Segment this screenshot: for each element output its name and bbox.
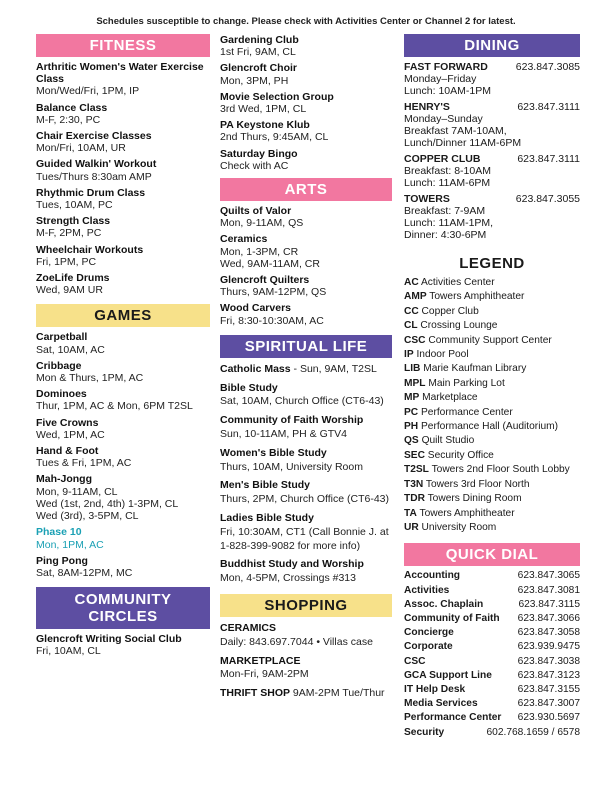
games-item-title-row bbox=[36, 445, 210, 457]
club-item bbox=[220, 91, 392, 115]
quick-dial-item bbox=[404, 598, 580, 612]
legend-code: SEC bbox=[404, 449, 425, 461]
quick-dial-name: GCA Support Line bbox=[404, 669, 492, 681]
fitness-item-detail: Wed, 9AM UR bbox=[36, 284, 103, 297]
arts-item bbox=[220, 274, 392, 298]
quick-dial-name: Security bbox=[404, 726, 445, 738]
quick-dial-name: IT Help Desk bbox=[404, 683, 466, 695]
quick-dial-item bbox=[404, 726, 580, 740]
legend-code: MP bbox=[404, 392, 420, 404]
club-item-detail: Mon, 3PM, PH bbox=[220, 74, 289, 87]
spiritual-item-title-row bbox=[220, 558, 392, 572]
dining-item-hours: Monday–Sunday bbox=[404, 113, 483, 125]
dining-item-header bbox=[404, 153, 580, 165]
arts-item-title-row bbox=[220, 205, 392, 217]
shopping-item-detail: Daily: 843.697.7044 • Villas case bbox=[220, 635, 373, 648]
legend-item bbox=[404, 449, 580, 463]
fitness-item-detail: Mon/Wed/Fri, 1PM, IP bbox=[36, 85, 140, 98]
quick-dial-item bbox=[404, 683, 580, 697]
spiritual-item bbox=[220, 479, 392, 507]
quick-dial-list bbox=[404, 569, 580, 739]
spiritual-item-title-row bbox=[220, 479, 392, 493]
games-item-detail: Sat, 8AM-12PM, MC bbox=[36, 566, 133, 579]
spiritual-item-detail: Fri, 10:30AM, CT1 (Call Bonnie J. at bbox=[220, 525, 389, 538]
legend-desc: Copper Club bbox=[418, 305, 479, 317]
quick-dial-name: Accounting bbox=[404, 570, 461, 582]
games-item-detail: Mon & Thurs, 1PM, AC bbox=[36, 372, 144, 385]
games-item-title-row bbox=[36, 555, 210, 567]
dining-item-hours: Breakfast 7AM-10AM, bbox=[404, 125, 507, 137]
fitness-item bbox=[36, 61, 210, 98]
legend-desc: Towers Amphitheater bbox=[426, 291, 525, 303]
dining-item-header bbox=[404, 61, 580, 73]
legend-item bbox=[404, 406, 580, 420]
community-list bbox=[36, 633, 210, 657]
quick-dial-item bbox=[404, 612, 580, 626]
legend-desc: Performance Center bbox=[418, 406, 513, 418]
dining-item-hours: Lunch: 11AM-1PM, bbox=[404, 217, 494, 229]
fitness-item bbox=[36, 187, 210, 211]
dining-item-phone: 623.847.3111 bbox=[517, 153, 580, 165]
dining-item-name: FAST FORWARD bbox=[404, 61, 488, 73]
legend-list bbox=[404, 276, 580, 535]
dining-item bbox=[404, 153, 580, 189]
shopping-list bbox=[220, 622, 392, 701]
shopping-item-title: MARKETPLACE bbox=[220, 654, 301, 667]
arts-item bbox=[220, 302, 392, 326]
quick-dial-name: Community of Faith bbox=[404, 612, 500, 624]
quick-dial-phone: 623.847.3066 bbox=[517, 612, 580, 624]
quick-dial-name: Assoc. Chaplain bbox=[404, 598, 484, 610]
community-header-line1: COMMUNITY bbox=[74, 591, 172, 609]
spiritual-item bbox=[220, 447, 392, 475]
quick-dial-phone: 623.939.9475 bbox=[517, 641, 580, 653]
spiritual-item-detail: Mon, 4-5PM, Crossings #313 bbox=[220, 572, 356, 585]
quick-dial-name: Concierge bbox=[404, 627, 454, 639]
legend-code: T3N bbox=[404, 478, 424, 490]
quick-dial-item bbox=[404, 697, 580, 711]
legend-item bbox=[404, 362, 580, 376]
dining-item-header bbox=[404, 193, 580, 205]
legend-code: TDR bbox=[404, 493, 425, 505]
quick-dial-phone: 623.847.3115 bbox=[518, 598, 580, 610]
club-item-title: Movie Selection Group bbox=[220, 90, 334, 103]
spiritual-item-title-row bbox=[220, 447, 392, 461]
games-item-detail: Mon, 9-11AM, CL bbox=[36, 485, 118, 498]
spiritual-item-title: Women's Bible Study bbox=[220, 446, 327, 459]
club-item-detail: 2nd Thurs, 9:45AM, CL bbox=[220, 131, 329, 144]
spiritual-item bbox=[220, 558, 392, 586]
club-item-detail: Check with AC bbox=[220, 159, 289, 172]
spiritual-item-detail: Sun, 10-11AM, PH & GTV4 bbox=[220, 428, 348, 441]
fitness-item-title: Balance Class bbox=[36, 101, 108, 114]
legend-item bbox=[404, 319, 580, 333]
quick-dial-phone: 623.847.3065 bbox=[517, 570, 580, 582]
legend-desc: Crossing Lounge bbox=[417, 320, 498, 332]
dining-item-phone: 623.847.3111 bbox=[517, 101, 580, 113]
games-item-title: Dominoes bbox=[36, 388, 87, 401]
club-item-detail: 1st Fri, 9AM, CL bbox=[220, 46, 296, 59]
legend-item bbox=[404, 276, 580, 290]
arts-list bbox=[220, 205, 392, 327]
fitness-item-detail: Fri, 1PM, PC bbox=[36, 255, 97, 268]
arts-item-title: Wood Carvers bbox=[220, 302, 291, 315]
games-item bbox=[36, 360, 210, 384]
fitness-item-title: Rhythmic Drum Class bbox=[36, 186, 146, 199]
legend-code: UR bbox=[404, 521, 419, 533]
shopping-item-inline: 9AM-2PM Tue/Thur bbox=[290, 687, 385, 700]
arts-item-title: Ceramics bbox=[220, 233, 268, 246]
legend-desc: Marketplace bbox=[419, 392, 478, 404]
games-item-title-row bbox=[36, 473, 210, 485]
games-item-detail: Wed, 1PM, AC bbox=[36, 428, 105, 441]
quick-dial-header: QUICK DIAL bbox=[404, 543, 580, 566]
spiritual-item bbox=[220, 382, 392, 410]
club-item bbox=[220, 34, 392, 58]
arts-item-detail: Fri, 8:30-10:30AM, AC bbox=[220, 314, 324, 327]
quick-dial-name: Performance Center bbox=[404, 712, 502, 724]
spiritual-item-title-row bbox=[220, 414, 392, 428]
fitness-item bbox=[36, 102, 210, 126]
games-item-detail: Wed (1st, 2nd, 4th) 1-3PM, CL bbox=[36, 497, 179, 510]
legend-item bbox=[404, 348, 580, 362]
legend-code: AMP bbox=[404, 291, 427, 303]
legend-code: CL bbox=[404, 320, 418, 332]
fitness-list bbox=[36, 61, 210, 296]
spiritual-item-detail: Thurs, 10AM, University Room bbox=[220, 460, 363, 473]
fitness-item bbox=[36, 244, 210, 268]
games-item bbox=[36, 555, 210, 579]
games-item-title-row bbox=[36, 360, 210, 372]
arts-item-detail: Thurs, 9AM-12PM, QS bbox=[220, 286, 327, 299]
spiritual-item-detail: Thurs, 2PM, Church Office (CT6-43) bbox=[220, 493, 390, 506]
community-header-line2: CIRCLES bbox=[88, 608, 158, 626]
legend-item bbox=[404, 290, 580, 304]
column-left bbox=[36, 34, 210, 658]
spiritual-item bbox=[220, 414, 392, 442]
quick-dial-phone: 623.930.5697 bbox=[517, 712, 580, 724]
quick-dial-name: Activities bbox=[404, 584, 450, 596]
shopping-header: SHOPPING bbox=[220, 594, 392, 617]
quick-dial-phone: 623.847.3123 bbox=[517, 669, 580, 681]
fitness-item bbox=[36, 158, 210, 182]
quick-dial-phone: 602.768.1659 / 6578 bbox=[486, 726, 580, 738]
legend-item bbox=[404, 377, 580, 391]
community-item-detail: Fri, 10AM, CL bbox=[36, 645, 101, 658]
quick-dial-item bbox=[404, 711, 580, 725]
arts-item-title: Quilts of Valor bbox=[220, 205, 292, 218]
games-item-title: Hand & Foot bbox=[36, 445, 99, 458]
legend-code: QS bbox=[404, 435, 419, 447]
community-item-title: Glencroft Writing Social Club bbox=[36, 633, 182, 646]
games-item-detail: Mon, 1PM, AC bbox=[36, 538, 104, 551]
games-item-title: Carpetball bbox=[36, 331, 88, 344]
legend-desc: Indoor Pool bbox=[413, 349, 469, 361]
legend-code: PC bbox=[404, 406, 419, 418]
legend-item bbox=[404, 478, 580, 492]
legend-item bbox=[404, 434, 580, 448]
dining-item-hours: Monday–Friday bbox=[404, 73, 477, 85]
arts-header: ARTS bbox=[220, 178, 392, 201]
dining-header: DINING bbox=[404, 34, 580, 57]
fitness-item-detail: Tues/Thurs 8:30am AMP bbox=[36, 170, 152, 183]
shopping-item bbox=[220, 655, 392, 683]
arts-item-title-row bbox=[220, 233, 392, 245]
arts-item bbox=[220, 233, 392, 270]
quick-dial-item bbox=[404, 655, 580, 669]
legend-code: LIB bbox=[404, 363, 421, 375]
games-item bbox=[36, 388, 210, 412]
spiritual-item-title: Ladies Bible Study bbox=[220, 512, 314, 525]
legend-code: CSC bbox=[404, 334, 426, 346]
dining-item bbox=[404, 193, 580, 241]
shopping-item-title: CERAMICS bbox=[220, 622, 277, 635]
spiritual-item bbox=[220, 512, 392, 553]
games-item-title-row bbox=[36, 417, 210, 429]
games-item-detail: Tues & Fri, 1PM, AC bbox=[36, 457, 132, 470]
legend-code: IP bbox=[404, 349, 414, 361]
quick-dial-phone: 623.847.3081 bbox=[517, 584, 580, 596]
legend-code: PH bbox=[404, 421, 419, 433]
quick-dial-name: Corporate bbox=[404, 641, 453, 653]
arts-item-detail: Mon, 9-11AM, QS bbox=[220, 217, 304, 230]
legend-item bbox=[404, 305, 580, 319]
spiritual-item-title: Men's Bible Study bbox=[220, 479, 311, 492]
dining-item-hours: Breakfast: 7-9AM bbox=[404, 205, 486, 217]
fitness-item bbox=[36, 272, 210, 296]
games-item bbox=[36, 445, 210, 469]
spiritual-item-inline: - Sun, 9AM, T2SL bbox=[290, 362, 377, 375]
games-item-title-row bbox=[36, 388, 210, 400]
club-item-detail: 3rd Wed, 1PM, CL bbox=[220, 103, 307, 116]
legend-item bbox=[404, 334, 580, 348]
spiritual-item-title: Community of Faith Worship bbox=[220, 414, 364, 427]
shopping-item bbox=[220, 687, 392, 701]
legend-title: LEGEND bbox=[459, 255, 525, 272]
legend-desc: Quilt Studio bbox=[418, 435, 475, 447]
games-item-detail: Thur, 1PM, AC & Mon, 6PM T2SL bbox=[36, 400, 193, 413]
quick-dial-item bbox=[404, 626, 580, 640]
quick-dial-item bbox=[404, 640, 580, 654]
spiritual-item-title: Bible Study bbox=[220, 381, 278, 394]
quick-dial-item bbox=[404, 669, 580, 683]
arts-item bbox=[220, 205, 392, 229]
column-middle bbox=[220, 34, 392, 701]
legend-item bbox=[404, 507, 580, 521]
shopping-item-detail: Mon-Fri, 9AM-2PM bbox=[220, 668, 309, 681]
legend-code: TA bbox=[404, 507, 417, 519]
legend-code: T2SL bbox=[404, 464, 429, 476]
games-item-detail: Sat, 10AM, AC bbox=[36, 343, 105, 356]
club-item-title: PA Keystone Klub bbox=[220, 119, 310, 132]
legend-desc: Community Support Center bbox=[425, 334, 552, 346]
fitness-item-detail: Tues, 10AM, PC bbox=[36, 199, 113, 212]
spiritual-item-title: Catholic Mass bbox=[220, 362, 291, 375]
legend-desc: Towers Amphitheater bbox=[416, 507, 515, 519]
games-item-title-row bbox=[36, 331, 210, 343]
legend-desc: Performance Hall (Auditorium) bbox=[418, 421, 558, 433]
spiritual-item bbox=[220, 363, 392, 377]
spiritual-item-detail: Sat, 10AM, Church Office (CT6-43) bbox=[220, 395, 384, 408]
shopping-item-title-row bbox=[220, 622, 392, 636]
quick-dial-phone: 623.847.3038 bbox=[517, 655, 580, 667]
fitness-item-title: Arthritic Women's Water Exercise Class bbox=[36, 61, 204, 86]
games-item-title: Ping Pong bbox=[36, 554, 88, 567]
games-item-title: Five Crowns bbox=[36, 416, 99, 429]
games-item bbox=[36, 331, 210, 355]
dining-item-hours: Dinner: 4:30-6PM bbox=[404, 229, 487, 241]
arts-item-detail: Wed, 9AM-11AM, CR bbox=[220, 257, 320, 270]
fitness-item-title: Wheelchair Workouts bbox=[36, 243, 144, 256]
spiritual-item-title-row bbox=[220, 512, 392, 526]
spiritual-item-title: Buddhist Study and Worship bbox=[220, 558, 364, 571]
dining-item bbox=[404, 101, 580, 149]
dining-item bbox=[404, 61, 580, 97]
fitness-item-detail: M-F, 2:30, PC bbox=[36, 113, 101, 126]
fitness-item-detail: Mon/Fri, 10AM, UR bbox=[36, 142, 126, 155]
spiritual-list bbox=[220, 363, 392, 586]
legend-desc: Security Office bbox=[424, 449, 494, 461]
column-right bbox=[404, 34, 580, 740]
spiritual-item-title-row bbox=[220, 382, 392, 396]
dining-item-name: HENRY'S bbox=[404, 101, 450, 113]
fitness-item-detail: M-F, 2PM, PC bbox=[36, 227, 102, 240]
legend-item bbox=[404, 391, 580, 405]
arts-item-title: Glencroft Quilters bbox=[220, 274, 310, 287]
games-item bbox=[36, 526, 210, 550]
arts-item-title-row bbox=[220, 274, 392, 286]
quick-dial-phone: 623.847.3155 bbox=[517, 683, 580, 695]
quick-dial-name: Media Services bbox=[404, 698, 478, 710]
legend-code: AC bbox=[404, 277, 419, 288]
fitness-item bbox=[36, 130, 210, 154]
quick-dial-item bbox=[404, 569, 580, 583]
legend-desc: Towers Dining Room bbox=[424, 493, 522, 505]
dining-item-hours: Lunch: 11AM-6PM bbox=[404, 177, 491, 189]
club-item bbox=[220, 62, 392, 86]
legend-code: CC bbox=[404, 305, 419, 317]
community-circles-header bbox=[36, 587, 210, 629]
club-item bbox=[220, 148, 392, 172]
dining-item-name: TOWERS bbox=[404, 193, 450, 205]
games-item bbox=[36, 473, 210, 522]
legend-desc: University Room bbox=[418, 521, 497, 533]
fitness-item-title: Chair Exercise Classes bbox=[36, 130, 152, 143]
quick-dial-phone: 623.847.3007 bbox=[517, 698, 580, 710]
spiritual-item-title-row bbox=[220, 363, 392, 377]
games-header: GAMES bbox=[36, 304, 210, 327]
arts-item-title-row bbox=[220, 302, 392, 314]
fitness-item-title: Guided Walkin' Workout bbox=[36, 158, 157, 171]
legend-desc: Towers 3rd Floor North bbox=[423, 478, 530, 490]
dining-item-phone: 623.847.3055 bbox=[515, 193, 580, 205]
legend-desc: Marie Kaufman Library bbox=[420, 363, 527, 375]
fitness-header: FITNESS bbox=[36, 34, 210, 57]
shopping-item bbox=[220, 622, 392, 650]
shopping-item-title-row bbox=[220, 655, 392, 669]
games-item-detail: Wed (3rd), 3-5PM, CL bbox=[36, 510, 139, 523]
games-item bbox=[36, 417, 210, 441]
legend-item bbox=[404, 420, 580, 434]
legend-item bbox=[404, 463, 580, 477]
fitness-item-title: ZoeLife Drums bbox=[36, 272, 110, 285]
games-item-title: Mah-Jongg bbox=[36, 473, 92, 486]
fitness-item-title: Strength Class bbox=[36, 215, 111, 228]
legend-code: MPL bbox=[404, 377, 426, 389]
dining-item-hours: Lunch/Dinner 11AM-6PM bbox=[404, 137, 522, 149]
club-item-title: Glencroft Choir bbox=[220, 62, 298, 75]
dining-item-phone: 623.847.3085 bbox=[515, 61, 580, 73]
dining-item-hours: Breakfast: 8-10AM bbox=[404, 165, 491, 177]
games-item-title: Cribbage bbox=[36, 359, 82, 372]
legend-item bbox=[404, 492, 580, 506]
games-item-title: Phase 10 bbox=[36, 526, 82, 539]
quick-dial-name: CSC bbox=[404, 655, 426, 667]
shopping-item-title: THRIFT SHOP bbox=[220, 687, 290, 700]
club-item bbox=[220, 119, 392, 143]
games-item-title-row bbox=[36, 526, 210, 538]
fitness-item bbox=[36, 215, 210, 239]
club-item-title: Gardening Club bbox=[220, 34, 299, 46]
legend-desc: Activities Center bbox=[418, 277, 495, 288]
club-item-title: Saturday Bingo bbox=[220, 147, 298, 160]
spiritual-item-detail: 1-828-399-9082 for more info) bbox=[220, 539, 361, 552]
legend-desc: Main Parking Lot bbox=[425, 377, 505, 389]
quick-dial-item bbox=[404, 584, 580, 598]
schedule-notice: Schedules susceptible to change. Please check with Activities Center or Channel 2 for latest. bbox=[96, 16, 516, 27]
legend-item bbox=[404, 521, 580, 535]
quick-dial-phone: 623.847.3058 bbox=[517, 627, 580, 639]
dining-item-hours: Lunch: 10AM-1PM bbox=[404, 85, 491, 97]
spiritual-life-header: SPIRITUAL LIFE bbox=[220, 335, 392, 358]
dining-list bbox=[404, 61, 580, 241]
dining-item-header bbox=[404, 101, 580, 113]
dining-item-name: COPPER CLUB bbox=[404, 153, 481, 165]
games-list bbox=[36, 331, 210, 579]
shopping-item-title-row bbox=[220, 687, 392, 701]
arts-item-detail: Mon, 1-3PM, CR bbox=[220, 245, 299, 258]
clubs-list bbox=[220, 34, 392, 172]
legend-desc: Towers 2nd Floor South Lobby bbox=[428, 464, 570, 476]
community-item bbox=[36, 633, 210, 657]
